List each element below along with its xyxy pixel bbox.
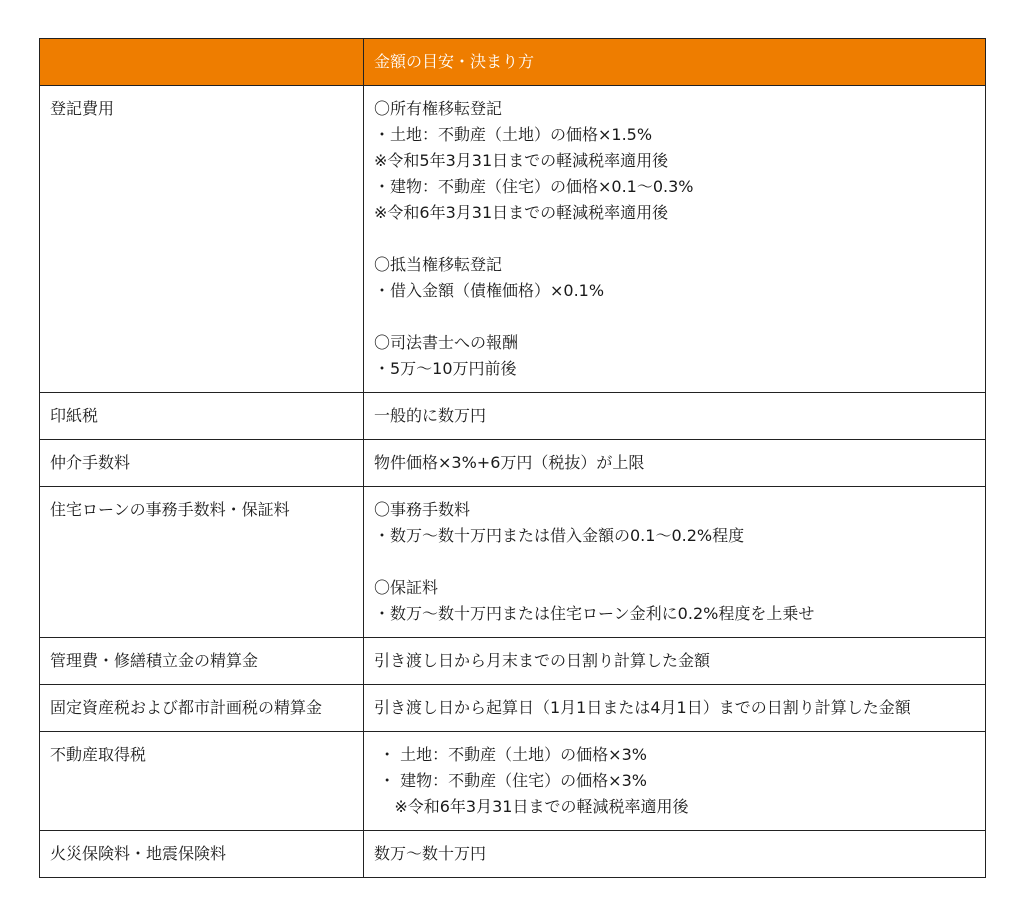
- amount-line: ・数万〜数十万円または借入金額の0.1〜0.2%程度: [374, 526, 745, 545]
- amount-cell: [364, 440, 986, 487]
- item-cell: 火災保険料・地震保険料: [40, 831, 364, 878]
- table-row: [40, 440, 986, 487]
- table-row: [40, 393, 986, 440]
- amount-line: ・土地：不動産（土地）の価格×1.5%: [374, 125, 653, 144]
- amount-cell: [364, 732, 986, 831]
- header-amount-cell: 金額の目安・決まり方: [364, 39, 986, 86]
- amount-line: 引き渡し日から起算日（1月1日または4月1日）までの日割り計算した金額: [374, 698, 911, 717]
- amount-line: 数万〜数十万円: [374, 844, 487, 863]
- amount-cell: [364, 487, 986, 638]
- amount-line: 〇所有権移転登記: [374, 99, 503, 118]
- amount-line: ・借入金額（債権価格）×0.1%: [374, 281, 605, 300]
- amount-line: ・数万〜数十万円または住宅ローン金利に0.2%程度を上乗せ: [374, 604, 815, 623]
- item-cell: 住宅ローンの事務手数料・保証料: [40, 487, 364, 638]
- amount-line: ※令和6年3月31日までの軽減税率適用後: [374, 203, 669, 222]
- amount-line: ・ 土地：不動産（土地）の価格×3%: [374, 745, 647, 764]
- header-item-cell: [40, 39, 364, 86]
- amount-line: ・5万〜10万円前後: [374, 359, 517, 378]
- amount-line: ※令和5年3月31日までの軽減税率適用後: [374, 151, 669, 170]
- item-cell: 登記費用: [40, 86, 364, 393]
- item-cell: 不動産取得税: [40, 732, 364, 831]
- amount-line: 〇保証料: [374, 578, 439, 597]
- amount-line: ・建物：不動産（住宅）の価格×0.1〜0.3%: [374, 177, 694, 196]
- amount-cell: [364, 393, 986, 440]
- amount-cell: [364, 831, 986, 878]
- table-row: [40, 732, 986, 831]
- header-row: [40, 39, 986, 86]
- table-row: [40, 86, 986, 393]
- amount-cell: [364, 685, 986, 732]
- amount-line: 〇司法書士への報酬: [374, 333, 519, 352]
- amount-cell: [364, 86, 986, 393]
- amount-line: 〇事務手数料: [374, 500, 471, 519]
- item-cell: 印紙税: [40, 393, 364, 440]
- amount-line: ※令和6年3月31日までの軽減税率適用後: [374, 797, 689, 816]
- table-row: [40, 487, 986, 638]
- amount-line: ・ 建物：不動産（住宅）の価格×3%: [374, 771, 647, 790]
- amount-line: 一般的に数万円: [374, 406, 487, 425]
- item-cell: 管理費・修繕積立金の精算金: [40, 638, 364, 685]
- amount-cell: [364, 638, 986, 685]
- amount-line: 物件価格×3%+6万円（税抜）が上限: [374, 453, 645, 472]
- cost-table: [39, 38, 986, 878]
- amount-line: 〇抵当権移転登記: [374, 255, 503, 274]
- spacer: [374, 304, 975, 330]
- spacer: [374, 226, 975, 252]
- table-body: [40, 86, 986, 878]
- item-cell: 仲介手数料: [40, 440, 364, 487]
- table-row: [40, 638, 986, 685]
- amount-line: 引き渡し日から月末までの日割り計算した金額: [374, 651, 711, 670]
- table-row: [40, 685, 986, 732]
- spacer: [374, 549, 975, 575]
- table-row: [40, 831, 986, 878]
- item-cell: 固定資産税および都市計画税の精算金: [40, 685, 364, 732]
